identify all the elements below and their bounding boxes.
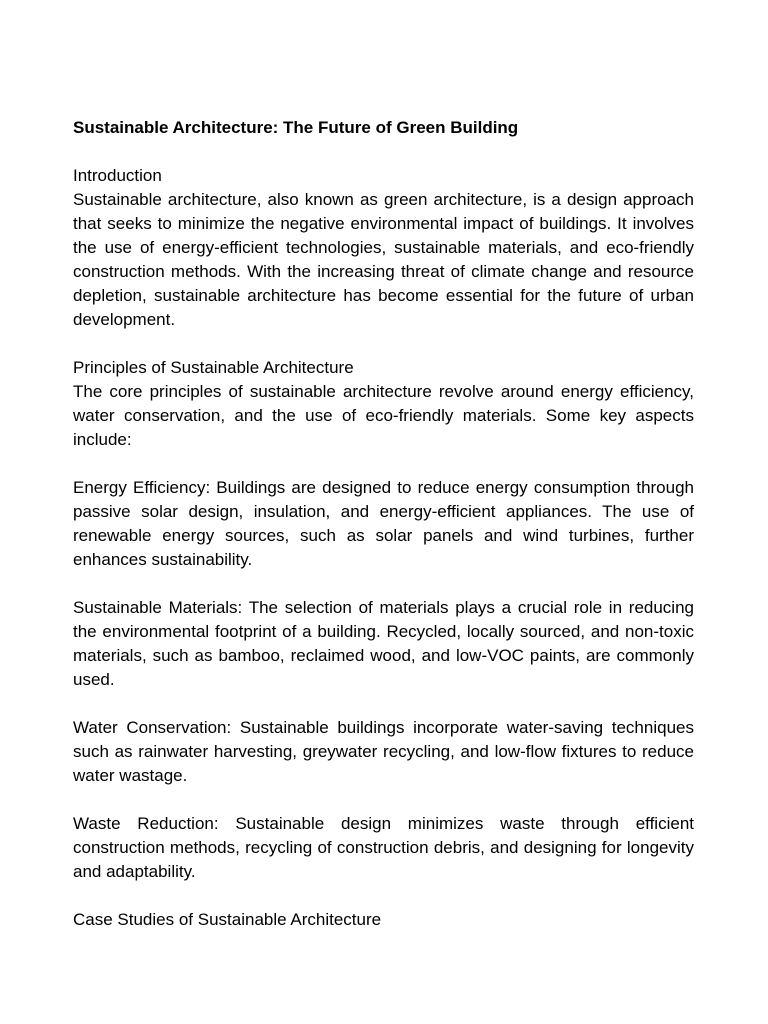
intro-paragraph: Sustainable architecture, also known as green architecture, is a design approach that seeks to minimize the negative environmental impact of buildings. It involves the use of energy-efficient technologies, sustainable materials, and eco-friendly construction methods. With the increasing threat of climate change and resource depletion, sustainable architecture has become essential for the future of urban development.	[73, 190, 694, 329]
document-page	[73, 116, 694, 932]
sustainable-materials-paragraph: Sustainable Materials: The selection of materials plays a crucial role in reducing the environmental footprint of a building. Recycled, locally sourced, and non-toxic materials, such as bamboo, reclaimed wood, and low-VOC paints, are commonly used.	[73, 598, 694, 689]
intro-heading: Introduction	[73, 166, 162, 185]
principles-heading: Principles of Sustainable Architecture	[73, 358, 354, 377]
case-studies-heading: Case Studies of Sustainable Architecture	[73, 910, 382, 929]
waste-reduction-paragraph: Waste Reduction: Sustainable design minimizes waste through efficient construction methods, recycling of construction debris, and designing for longevity and adaptability.	[73, 814, 694, 881]
energy-efficiency-paragraph: Energy Efficiency: Buildings are designed to reduce energy consumption through passive solar design, insulation, and energy-efficient appliances. The use of renewable energy sources, such as solar panels and wind turbines, further enhances sustainability.	[73, 478, 694, 569]
document-title: Sustainable Architecture: The Future of Green Building	[73, 118, 519, 137]
water-conservation-paragraph: Water Conservation: Sustainable buildings incorporate water-saving techniques such as rainwater harvesting, greywater recycling, and low-flow fixtures to reduce water wastage.	[73, 718, 694, 785]
principles-paragraph: The core principles of sustainable architecture revolve around energy efficiency, water conservation, and the use of eco-friendly materials. Some key aspects include:	[73, 382, 694, 449]
